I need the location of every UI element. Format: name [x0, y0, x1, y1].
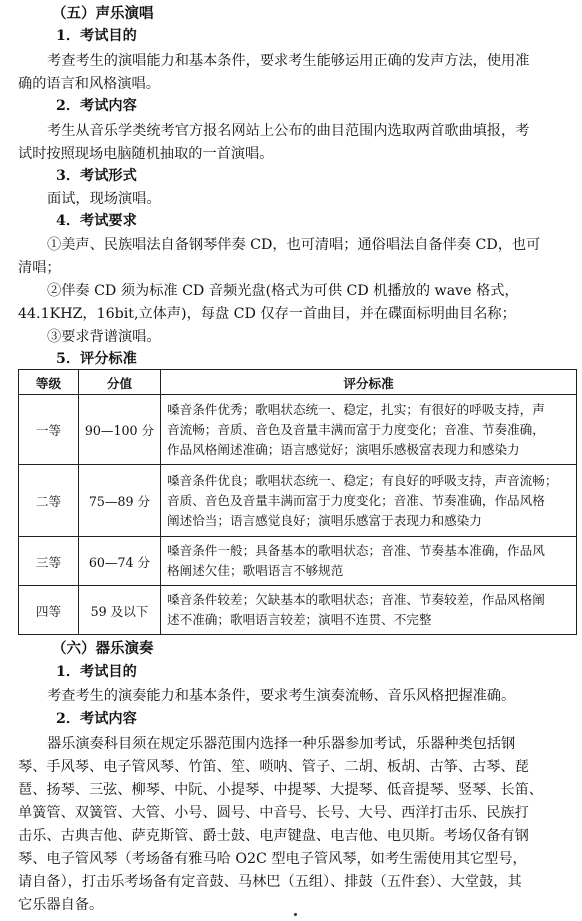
instrument-content-line-3: 琶、扬琴、三弦、柳琴、中阮、小提琴、中提琴、大提琴、低音提琴、竖琴、长笛、	[18, 782, 543, 798]
instrument-content-heading: 2．考试内容	[56, 711, 137, 727]
instrument-purpose-heading: 1．考试目的	[56, 664, 137, 680]
vocal-scoring-heading: 5．评分标准	[56, 351, 137, 367]
vocal-requirements-heading: 4．考试要求	[56, 213, 137, 229]
grade-cell: 一等	[19, 395, 79, 465]
criteria-line: 嗓音条件优秀；歌唱状态统一、稳定，扎实；有很好的呼吸支持，声	[167, 401, 545, 417]
instrument-content-line-5: 击乐、古典吉他、萨克斯管、爵士鼓、电声键盘、电吉他、电贝斯。考场仅备有钢	[18, 828, 529, 844]
grade-cell: 三等	[19, 537, 79, 586]
instrument-purpose-text: 考查考生的演奏能力和基本条件，要求考生演奏流畅、音乐风格把握准确。	[47, 688, 516, 704]
vocal-form-heading: 3．考试形式	[56, 168, 137, 184]
instrument-content-line-8: 它乐器自备。	[18, 897, 104, 913]
score-cell: 60—74 分	[79, 537, 161, 586]
criteria-cell	[161, 586, 577, 635]
instrument-content-line-2: 琴、手风琴、电子管风琴、竹笛、笙、唢呐、管子、二胡、板胡、古筝、古琴、琵	[18, 759, 529, 775]
vocal-purpose-heading: 1．考试目的	[56, 28, 137, 44]
vocal-req-line-5: ③要求背谱演唱。	[47, 329, 161, 345]
section-title-vocal: （五）声乐演唱	[52, 5, 154, 22]
criteria-line: 作品风格阐述准确；语言感觉好；演唱乐感极富表现力和感染力	[167, 441, 520, 457]
page-mark	[294, 913, 297, 916]
vocal-content-heading: 2．考试内容	[56, 98, 137, 114]
header-grade: 等级	[19, 370, 79, 395]
instrument-content-line-4: 单簧管、双簧管、大管、小号、圆号、中音号、长号、大号、西洋打击乐、民族打	[18, 805, 529, 821]
instrument-content-line-1: 器乐演奏科目须在规定乐器范围内选择一种乐器参加考试，乐器种类包括钢	[47, 736, 516, 752]
vocal-content-line-1: 考生从音乐学类统考官方报名网站上公布的曲目范围内选取两首歌曲填报，考	[47, 123, 530, 139]
instrument-content-line-7: 请自备），打击乐考场备有定音鼓、马林巴（五组）、排鼓（五件套）、大堂鼓，其	[18, 874, 522, 890]
criteria-line: 嗓音条件较差；欠缺基本的歌唱状态；音准、节奏较差，作品风格阐	[167, 592, 545, 607]
section-title-instrument: （六）器乐演奏	[52, 640, 154, 657]
criteria-line: 述不准确；歌唱语言较差；演唱不连贯、不完整	[167, 612, 432, 627]
score-cell: 59 及以下	[79, 586, 161, 635]
criteria-cell	[161, 465, 577, 537]
score-cell: 75—89 分	[79, 465, 161, 537]
vocal-content-line-2: 试时按照现场电脑随机抽取的一首演唱。	[18, 146, 274, 162]
criteria-cell	[161, 395, 577, 465]
grade-cell: 二等	[19, 465, 79, 537]
criteria-line: 阐述恰当；语言感觉良好；演唱乐感富于表现力和感染力	[167, 512, 482, 528]
criteria-line: 格阐述欠佳；歌唱语言不够规范	[167, 563, 344, 578]
criteria-line: 嗓音条件一般；具备基本的歌唱状态；音准、节奏基本准确，作品风	[167, 543, 545, 558]
vocal-purpose-line-1: 考查考生的演唱能力和基本条件，要求考生能够运用正确的发声方法，使用准	[47, 53, 530, 69]
header-criteria: 评分标准	[161, 370, 577, 395]
vocal-req-line-1: ①美声、民族唱法自备钢琴伴奏 CD，也可清唱；通俗唱法自备伴奏 CD，也可	[47, 237, 541, 253]
instrument-content-line-6: 琴、电子管风琴（考场备有雅马哈 O2C 型电子管风琴，如考生需使用其它型号，	[18, 851, 527, 867]
table-row	[19, 586, 577, 635]
vocal-purpose-line-2: 确的语言和风格演唱。	[18, 76, 160, 92]
table-row	[19, 537, 577, 586]
vocal-form-text: 面试，现场演唱。	[47, 191, 161, 207]
criteria-cell	[161, 537, 577, 586]
vocal-req-line-4: 44.1KHZ，16bit,立体声)，每盘 CD 仅存一首曲目，并在碟面标明曲目名称；	[18, 306, 516, 322]
table-row	[19, 465, 577, 537]
vocal-req-line-2: 清唱；	[18, 260, 61, 276]
criteria-line: 音流畅；音质、音色及音量丰满而富于力度变化；音准、节奏准确，	[167, 421, 545, 437]
vocal-req-line-3: ②伴奏 CD 须为标准 CD 音频光盘(格式为可供 CD 机播放的 wave 格式，	[47, 283, 519, 299]
scoring-table	[18, 369, 577, 635]
grade-cell: 四等	[19, 586, 79, 635]
criteria-line: 音质、音色及音量丰满而富于力度变化；音准、节奏准确，作品风格	[167, 492, 545, 508]
table-header-row	[19, 370, 577, 395]
criteria-line: 嗓音条件优良；歌唱状态统一、稳定；有良好的呼吸支持，声音流畅；	[167, 472, 558, 488]
score-cell: 90—100 分	[79, 395, 161, 465]
table-row	[19, 395, 577, 465]
header-score: 分值	[79, 370, 161, 395]
